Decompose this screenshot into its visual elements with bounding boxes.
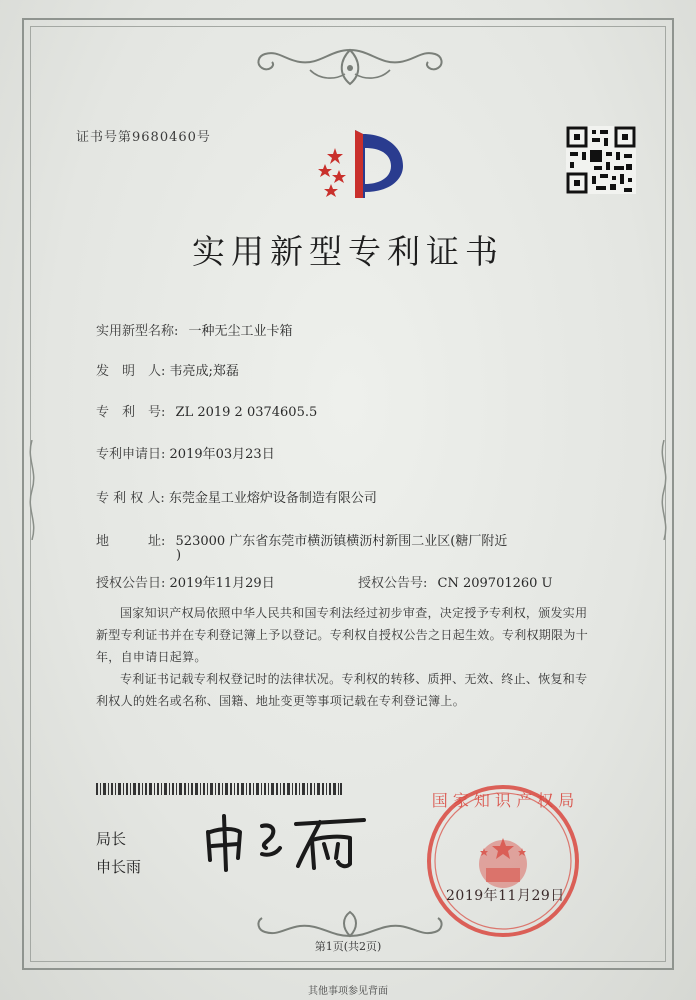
patent-number-label: 专 利 号:: [96, 405, 166, 420]
director-title: 局长: [96, 830, 127, 848]
footer-note: 其他事项参见背面: [308, 986, 388, 997]
description-para1-line2: 新型专利证书并在专利登记簿上予以登记。专利权自授权公告之日起生效。专利权期限为十: [96, 628, 589, 642]
patent-number-field: [96, 401, 317, 420]
description-para1-line1: 国家知识产权局依照中华人民共和国专利法经过初步审查，决定授予专利权，颁发实用: [120, 606, 588, 620]
official-seal-icon: [424, 782, 582, 940]
inventor-field: [96, 360, 239, 379]
grant-date-field: [96, 572, 275, 591]
qr-code-icon: [566, 126, 636, 194]
inventor-value: 韦亮成;郑磊: [169, 364, 239, 379]
grant-number-value: CN 209701260 U: [437, 576, 553, 591]
cnipa-logo-icon: [305, 118, 415, 208]
patentee-value: 东莞金星工业熔炉设备制造有限公司: [168, 491, 377, 506]
certificate-title: 实用新型专利证书: [192, 232, 504, 271]
name-label: 实用新型名称:: [96, 324, 179, 339]
certificate-number: 证书号第9680460号: [76, 130, 211, 145]
barcode-icon: [96, 783, 342, 795]
description-para2-line2: 利权人的姓名或名称、国籍、地址变更等事项记载在专利登记簿上。: [96, 694, 466, 708]
description-para2-line1: 专利证书记载专利权登记时的法律状况。专利权的转移、质押、无效、终止、恢复和专: [120, 672, 588, 686]
address-value: 523000 广东省东莞市横沥镇横沥村新围二业区(糖厂附近: [175, 534, 508, 549]
grant-number-field: [358, 572, 553, 591]
grant-number-label: 授权公告号:: [358, 576, 428, 591]
page-number: 第1页(共2页): [314, 940, 382, 953]
address-field: [96, 530, 507, 549]
description-para1-line3: 年，自申请日起算。: [96, 650, 207, 664]
address-label: 地 址:: [96, 534, 166, 549]
filing-date-field: [96, 443, 275, 462]
filing-date-label: 专利申请日:: [96, 447, 166, 462]
patentee-label: 专 利 权 人:: [96, 491, 165, 506]
grant-date-label: 授权公告日:: [96, 576, 166, 591]
inventor-label: 发 明 人:: [96, 364, 166, 379]
signature-icon: [200, 808, 370, 874]
right-ornament: [656, 440, 672, 540]
name-value: 一种无尘工业卡箱: [188, 324, 293, 339]
grant-date-value: 2019年11月29日: [169, 576, 275, 591]
left-ornament: [24, 440, 40, 540]
name-field: [96, 320, 293, 339]
director-name: 申长雨: [96, 858, 142, 876]
top-ornament: [250, 40, 450, 92]
address-continuation: ): [176, 548, 182, 563]
seal-date: 2019年11月29日: [446, 888, 565, 904]
patent-number-value: ZL 2019 2 0374605.5: [175, 405, 318, 420]
patentee-field: [96, 487, 377, 506]
filing-date-value: 2019年03月23日: [169, 447, 275, 462]
seal-text: 国 家 知 识 产 权 局: [431, 791, 575, 810]
